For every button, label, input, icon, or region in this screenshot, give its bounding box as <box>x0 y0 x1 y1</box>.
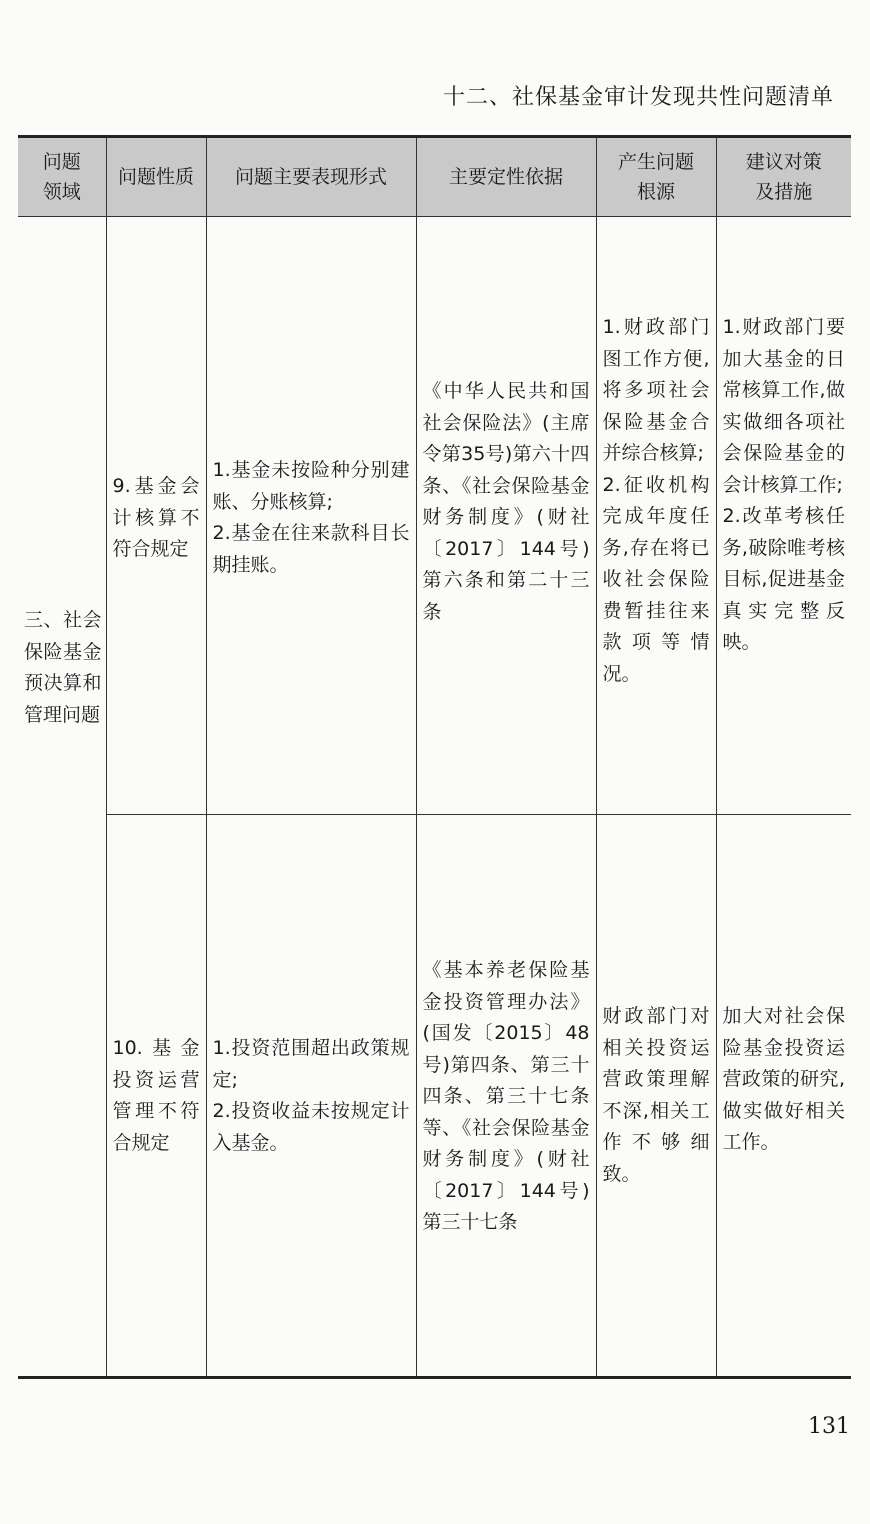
suggestion-cell: 1.财政部门要加大基金的日常核算工作,做实做细各项社会保险基金的会计核算工作; 2.改革考核任务,破除唯考核目标,促进基金真实完整反映。 <box>716 217 851 815</box>
issues-table-container <box>18 135 851 1377</box>
header-issue-area: 问题 领域 <box>18 137 106 217</box>
issue-area-cell: 三、社会保险基金预决算和管理问题 <box>18 217 106 1378</box>
table-row <box>18 815 851 1378</box>
page-number: 131 <box>808 1414 850 1439</box>
page-running-title: 十二、社保基金审计发现共性问题清单 <box>442 85 834 110</box>
header-legal-basis: 主要定性依据 <box>416 137 596 217</box>
header-root-cause: 产生问题 根源 <box>596 137 716 217</box>
issue-nature-cell: 9.基金会计核算不符合规定 <box>106 217 206 815</box>
table-row <box>18 217 851 815</box>
suggestion-cell: 加大对社会保险基金投资运营政策的研究,做实做好相关工作。 <box>716 815 851 1378</box>
header-suggestions: 建议对策 及措施 <box>716 137 851 217</box>
manifestation-cell: 1.投资范围超出政策规定; 2.投资收益未按规定计入基金。 <box>206 815 416 1378</box>
manifestation-cell: 1.基金未按险种分别建账、分账核算; 2.基金在往来款科目长期挂账。 <box>206 217 416 815</box>
issues-table <box>18 135 851 1379</box>
legal-basis-cell: 《中华人民共和国社会保险法》(主席令第35号)第六十四条、《社会保险基金财务制度》(财社〔2017〕144号)第六条和第二十三条 <box>416 217 596 815</box>
root-cause-cell: 财政部门对相关投资运营政策理解不深,相关工作不够细致。 <box>596 815 716 1378</box>
root-cause-cell: 1.财政部门图工作方便,将多项社会保险基金合并综合核算; 2.征收机构完成年度任务,存在将已收社会保险费暂挂往来款项等情况。 <box>596 217 716 815</box>
table-header-row <box>18 137 851 217</box>
issue-nature-cell: 10.基金投资运营管理不符合规定 <box>106 815 206 1378</box>
header-issue-nature: 问题性质 <box>106 137 206 217</box>
header-issue-manifestation: 问题主要表现形式 <box>206 137 416 217</box>
legal-basis-cell: 《基本养老保险基金投资管理办法》(国发〔2015〕48号)第四条、第三十四条、第三十七条等、《社会保险基金财务制度》(财社〔2017〕144号)第三十七条 <box>416 815 596 1378</box>
